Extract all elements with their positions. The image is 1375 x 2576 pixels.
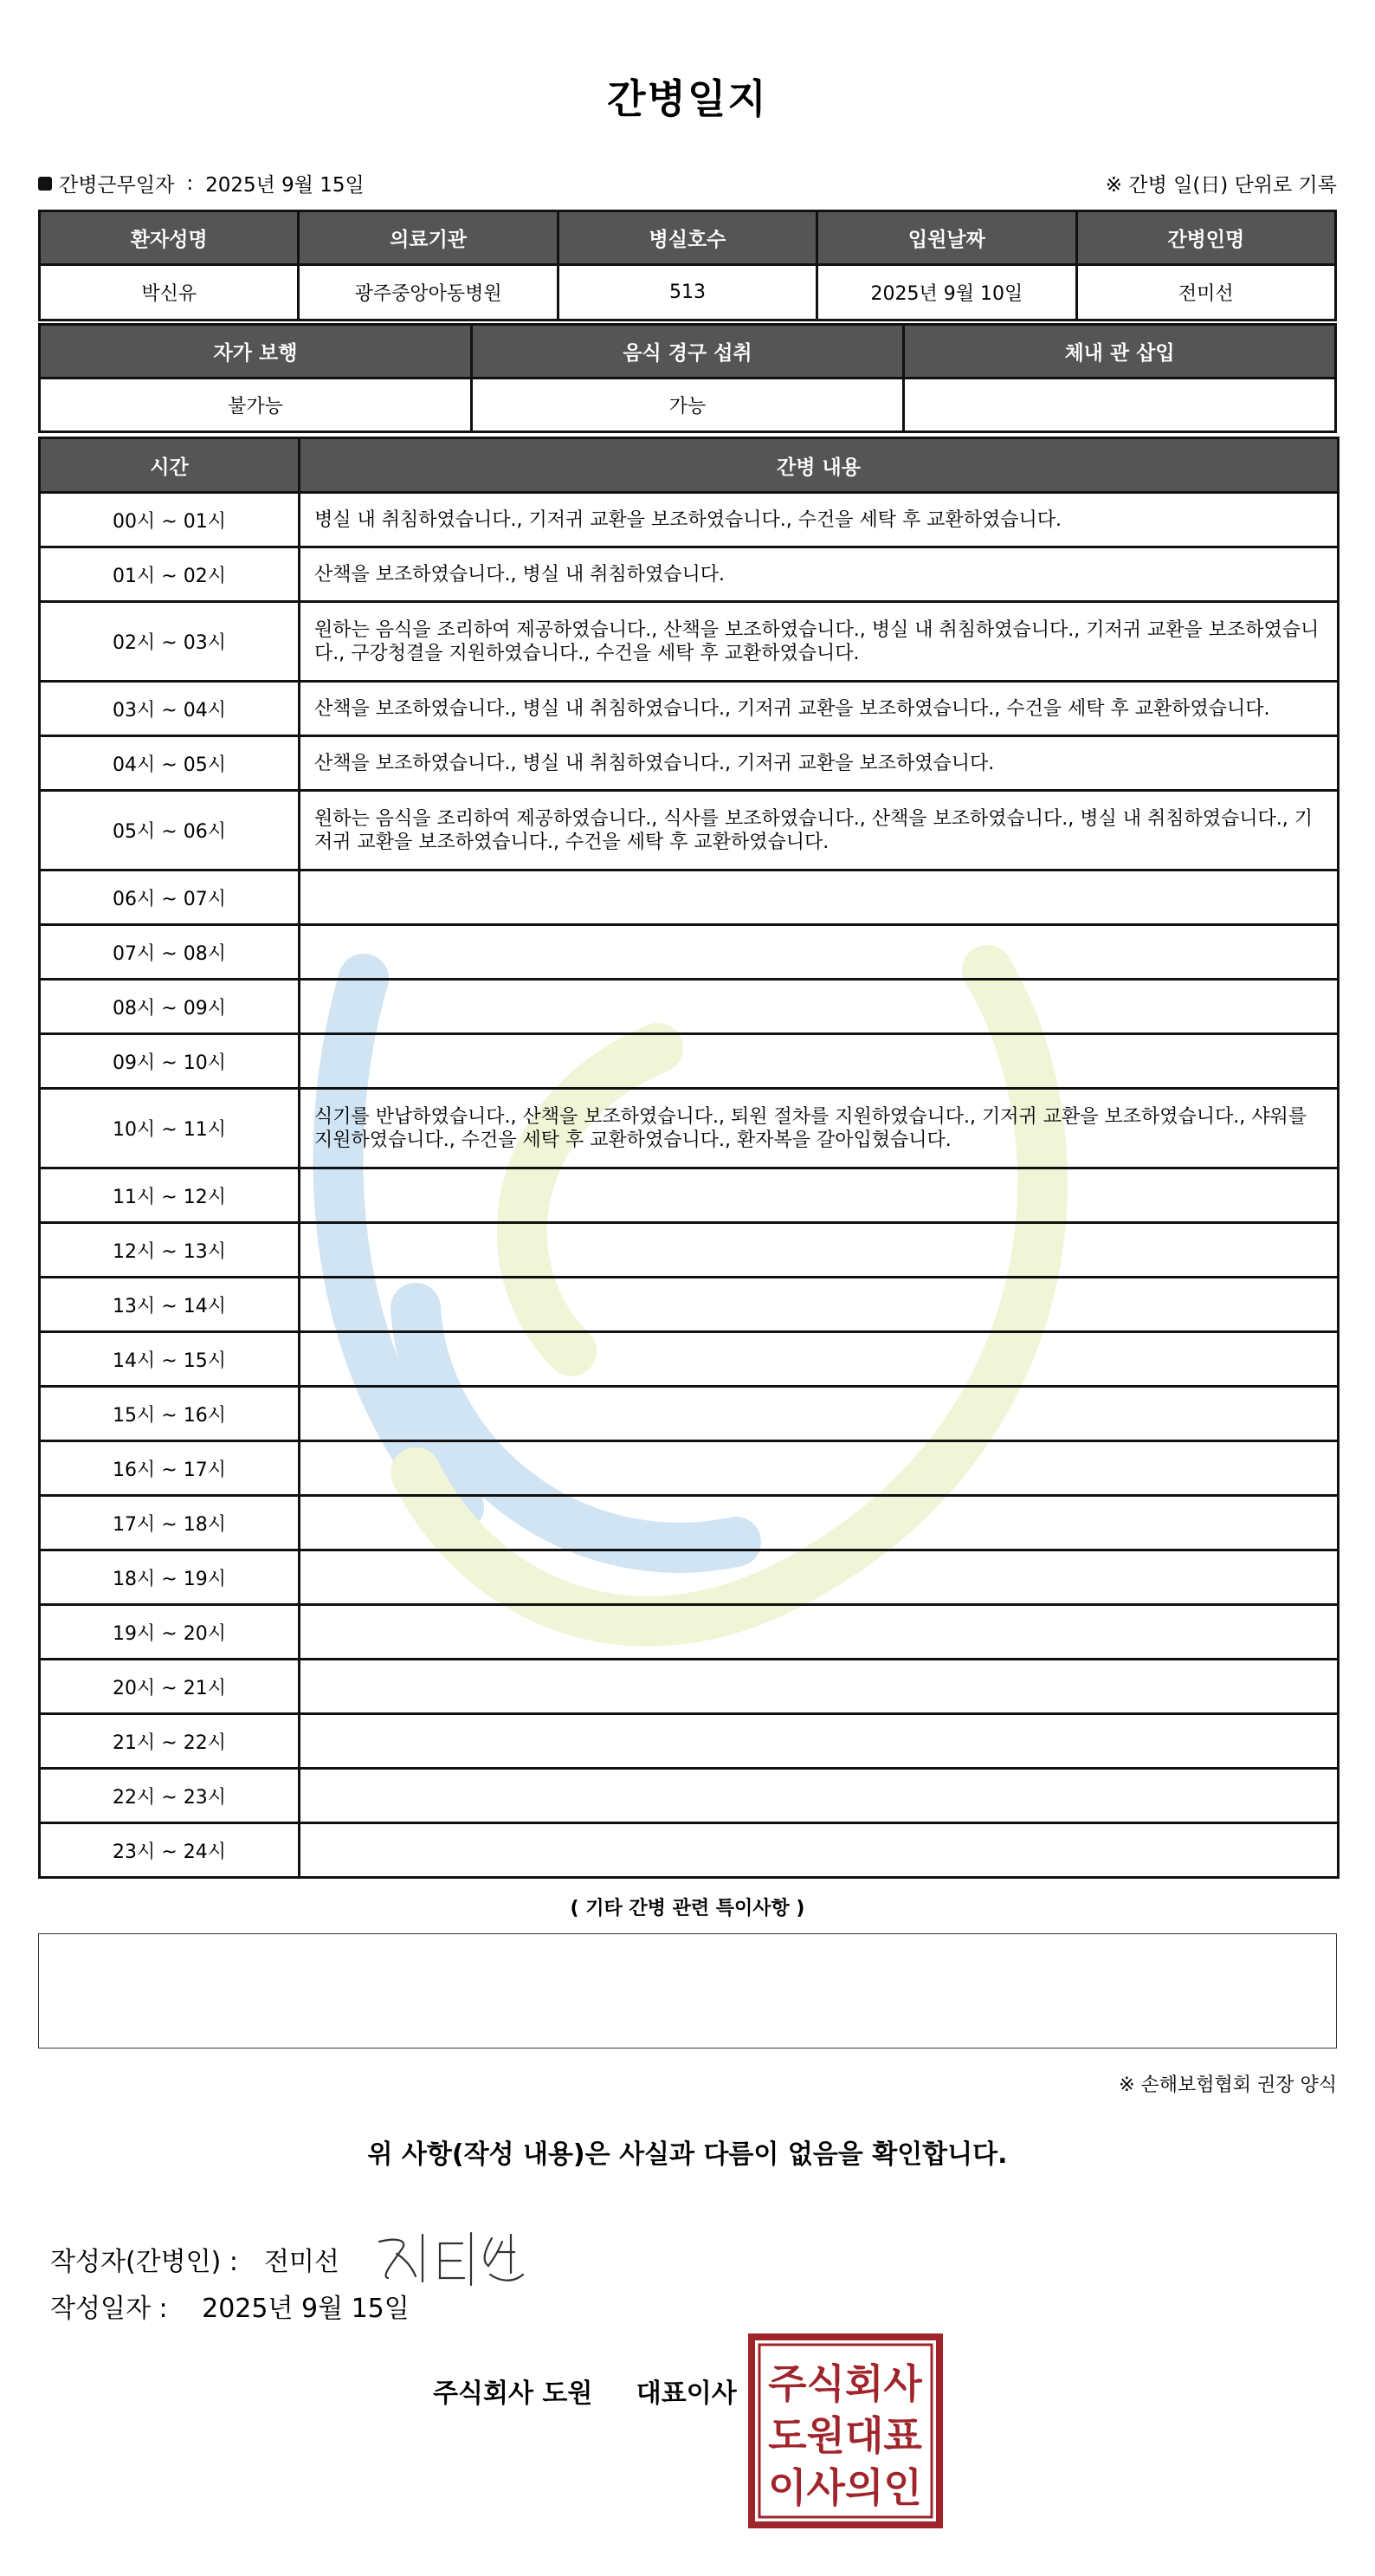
header-self-walking: 자가 보행 <box>40 325 472 379</box>
care-log-content <box>300 1823 1339 1878</box>
care-log-row <box>40 682 1339 736</box>
care-log-time: 03시 ~ 04시 <box>40 682 300 736</box>
svg-text:이사의인: 이사의인 <box>768 2464 922 2511</box>
bullet-square-icon <box>38 177 52 191</box>
care-log-time: 18시 ~ 19시 <box>40 1550 300 1605</box>
care-log-row <box>40 1223 1339 1278</box>
care-log-time: 05시 ~ 06시 <box>40 791 300 871</box>
remarks-box <box>38 1933 1337 2049</box>
care-log-time: 00시 ~ 01시 <box>40 493 300 547</box>
care-log-row <box>40 1550 1339 1605</box>
header-tube-insertion: 체내 관 삽입 <box>904 325 1336 379</box>
care-log-content: 산책을 보조하였습니다., 병실 내 취침하였습니다. <box>300 547 1339 602</box>
care-log-row <box>40 925 1339 980</box>
care-log-row <box>40 980 1339 1034</box>
care-log-content: 병실 내 취침하였습니다., 기저귀 교환을 보조하였습니다., 수건을 세탁 후 교환하였습니다. <box>300 493 1339 547</box>
care-log-content <box>300 1332 1339 1387</box>
care-log-time: 20시 ~ 21시 <box>40 1660 300 1714</box>
care-log-content <box>300 1278 1339 1332</box>
care-log-row <box>40 547 1339 602</box>
care-log-header-row <box>40 438 1339 493</box>
care-log-content: 산책을 보조하였습니다., 병실 내 취침하였습니다., 기저귀 교환을 보조하였습니다. <box>300 736 1339 791</box>
care-log-row <box>40 1089 1339 1168</box>
unit-note: ※ 간병 일(日) 단위로 기록 <box>1105 174 1337 197</box>
care-log-time: 19시 ~ 20시 <box>40 1605 300 1660</box>
self-walking-value: 불가능 <box>40 379 472 432</box>
patient-status-value-row <box>40 379 1336 432</box>
room-number: 513 <box>558 265 817 320</box>
company-ceo-title: 대표이사 <box>636 2379 737 2409</box>
header-patient-name: 환자성명 <box>40 211 299 265</box>
oral-intake-value: 가능 <box>472 379 904 432</box>
care-log-row <box>40 1332 1339 1387</box>
svg-text:주식회사: 주식회사 <box>768 2360 922 2407</box>
care-log-time: 04시 ~ 05시 <box>40 736 300 791</box>
care-log-time: 09시 ~ 10시 <box>40 1034 300 1089</box>
care-log-row <box>40 1441 1339 1496</box>
care-log-time: 08시 ~ 09시 <box>40 980 300 1034</box>
care-log-time: 06시 ~ 07시 <box>40 871 300 925</box>
care-log-time: 12시 ~ 13시 <box>40 1223 300 1278</box>
care-log-row <box>40 1278 1339 1332</box>
work-date-separator: : <box>186 172 194 195</box>
care-log-row <box>40 1823 1339 1878</box>
care-log-content: 식기를 반납하였습니다., 산책을 보조하였습니다., 퇴원 절차를 지원하였습니다., 기저귀 교환을 보조하였습니다., 샤워를 지원하였습니다., 수건을 세탁 후 교환하였습니다., 환자복을 갈아입혔습니다. <box>300 1089 1339 1168</box>
care-log-content <box>300 980 1339 1034</box>
care-log-time: 02시 ~ 03시 <box>40 602 300 682</box>
care-log-content <box>300 871 1339 925</box>
company-seal-stamp-icon <box>748 2333 943 2528</box>
care-log-table <box>38 437 1339 1879</box>
care-log-row <box>40 1714 1339 1769</box>
care-log-row <box>40 736 1339 791</box>
patient-info-header-row <box>40 211 1336 265</box>
header-room-number: 병실호수 <box>558 211 817 265</box>
care-log-content <box>300 1496 1339 1550</box>
care-log-time: 11시 ~ 12시 <box>40 1168 300 1223</box>
care-log-time: 10시 ~ 11시 <box>40 1089 300 1168</box>
care-log-time: 15시 ~ 16시 <box>40 1387 300 1441</box>
handwritten-signature-icon <box>371 2224 535 2294</box>
care-log-time: 13시 ~ 14시 <box>40 1278 300 1332</box>
care-log-time: 22시 ~ 23시 <box>40 1769 300 1823</box>
care-log-row <box>40 1605 1339 1660</box>
confirmation-statement: 위 사항(작성 내용)은 사실과 다름이 없음을 확인합니다. <box>367 2139 1008 2170</box>
care-log-time: 07시 ~ 08시 <box>40 925 300 980</box>
patient-info-value-row <box>40 265 1336 320</box>
care-log-content <box>300 1605 1339 1660</box>
care-log-row <box>40 1769 1339 1823</box>
remarks-label: ( 기타 간병 관련 특이사항 ) <box>570 1898 805 1919</box>
tube-insertion-value <box>904 379 1336 432</box>
care-log-row <box>40 1034 1339 1089</box>
document-title: 간병일지 <box>607 75 768 122</box>
care-log-content <box>300 1660 1339 1714</box>
care-log-content <box>300 1714 1339 1769</box>
care-log-row <box>40 602 1339 682</box>
written-date-label: 작성일자 : <box>50 2294 168 2324</box>
work-date-value: 2025년 9월 15일 <box>205 174 365 197</box>
writer-line <box>50 2224 535 2294</box>
care-log-content <box>300 1550 1339 1605</box>
written-date-value: 2025년 9월 15일 <box>202 2294 410 2324</box>
company-signature-line <box>433 2372 737 2410</box>
care-log-time: 17시 ~ 18시 <box>40 1496 300 1550</box>
writer-name: 전미선 <box>263 2247 339 2277</box>
care-log-row <box>40 1168 1339 1223</box>
header-admission-date: 입원날짜 <box>817 211 1076 265</box>
care-log-row <box>40 1387 1339 1441</box>
care-log-time: 23시 ~ 24시 <box>40 1823 300 1878</box>
patient-status-header-row <box>40 325 1336 379</box>
care-log-content <box>300 925 1339 980</box>
company-name: 주식회사 도원 <box>433 2379 593 2409</box>
patient-status-table <box>38 323 1337 433</box>
care-log-time: 14시 ~ 15시 <box>40 1332 300 1387</box>
header-care-content: 간병 내용 <box>300 438 1339 493</box>
admission-date: 2025년 9월 10일 <box>817 265 1076 320</box>
care-log-time: 16시 ~ 17시 <box>40 1441 300 1496</box>
care-log-content: 원하는 음식을 조리하여 제공하였습니다., 산책을 보조하였습니다., 병실 내 취침하였습니다., 기저귀 교환을 보조하였습니다., 구강청결을 지원하였습니다., 수건을 세탁 후 교환하였습니다. <box>300 602 1339 682</box>
header-time: 시간 <box>40 438 300 493</box>
care-log-row <box>40 791 1339 871</box>
care-log-content: 산책을 보조하였습니다., 병실 내 취침하였습니다., 기저귀 교환을 보조하였습니다., 수건을 세탁 후 교환하였습니다. <box>300 682 1339 736</box>
care-log-content <box>300 1168 1339 1223</box>
header-caregiver-name: 간병인명 <box>1076 211 1335 265</box>
svg-text:도원대표: 도원대표 <box>768 2412 922 2459</box>
care-log-time: 21시 ~ 22시 <box>40 1714 300 1769</box>
patient-name: 박신유 <box>40 265 299 320</box>
care-log-row <box>40 871 1339 925</box>
care-log-row <box>40 493 1339 547</box>
care-log-row <box>40 1496 1339 1550</box>
hospital-name: 광주중앙아동병원 <box>299 265 558 320</box>
care-log-content <box>300 1769 1339 1823</box>
care-log-content: 원하는 음식을 조리하여 제공하였습니다., 식사를 보조하였습니다., 산책을 보조하였습니다., 병실 내 취침하였습니다., 기저귀 교환을 보조하였습니다., 수건을 세탁 후 교환하였습니다. <box>300 791 1339 871</box>
care-log-content <box>300 1034 1339 1089</box>
care-log-body <box>40 493 1339 1878</box>
care-log-content <box>300 1223 1339 1278</box>
written-date-line <box>50 2287 410 2325</box>
care-log-content <box>300 1387 1339 1441</box>
header-oral-intake: 음식 경구 섭취 <box>472 325 904 379</box>
work-date-label: 간병근무일자 <box>59 174 175 197</box>
writer-label: 작성자(간병인) : <box>50 2247 238 2277</box>
insurance-note: ※ 손해보험협회 권장 양식 <box>1119 2074 1337 2096</box>
care-log-content <box>300 1441 1339 1496</box>
care-log-row <box>40 1660 1339 1714</box>
care-log-time: 01시 ~ 02시 <box>40 547 300 602</box>
caregiver-name: 전미선 <box>1076 265 1335 320</box>
patient-info-table <box>38 210 1337 321</box>
work-date-line <box>38 169 365 197</box>
header-hospital: 의료기관 <box>299 211 558 265</box>
